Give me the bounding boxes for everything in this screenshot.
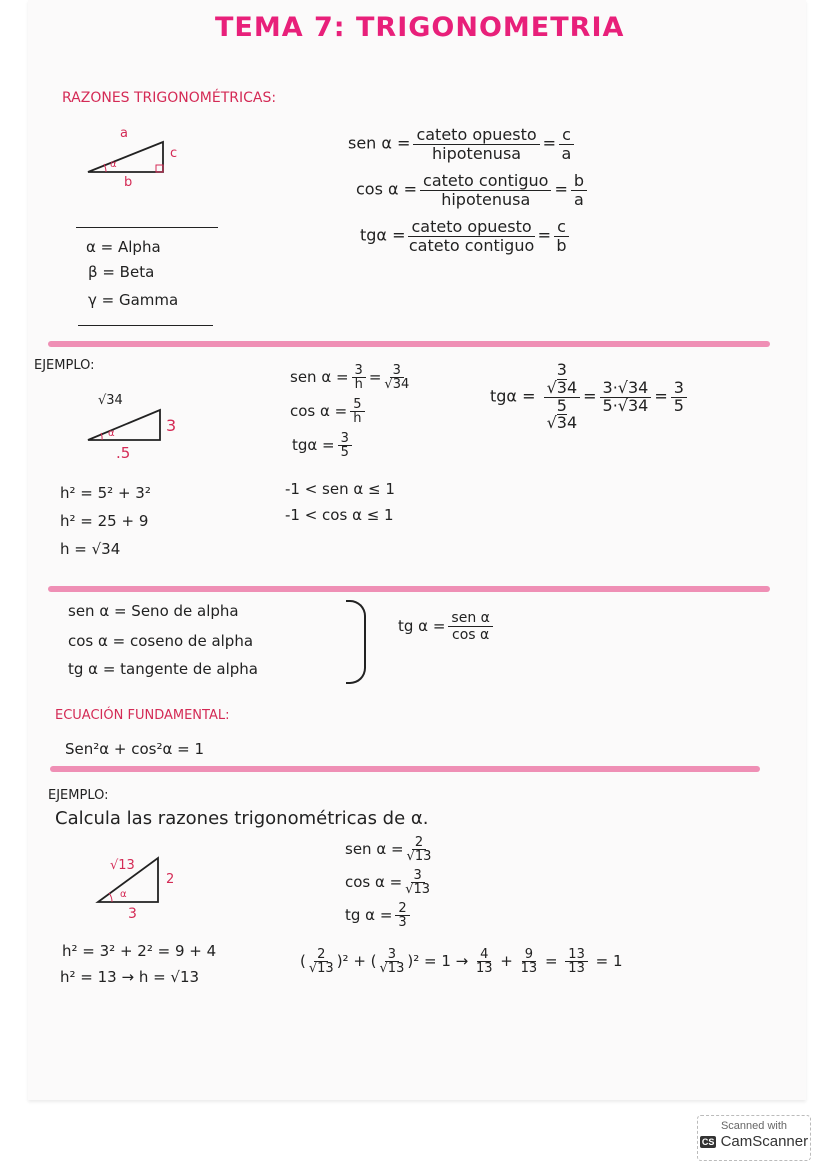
camscanner-logo-icon: CS <box>701 1137 715 1148</box>
exercise-statement: Calcula las razones trigonométricas de α. <box>55 808 429 829</box>
divider <box>78 325 213 326</box>
calc-line: h² = 25 + 9 <box>60 512 149 530</box>
calc-line: h² = 5² + 3² <box>60 484 151 502</box>
ej2-cos: cos α = $\frac{3}{√13}$ <box>345 868 431 897</box>
calc-line: h² = 13 → h = √13 <box>60 968 200 986</box>
ecuacion-formula: Sen²α + cos²α = 1 <box>65 740 205 758</box>
ecuacion-heading: ECUACIÓN FUNDAMENTAL: <box>55 708 230 723</box>
sen-definition: sen α = $\frac{\text{cateto opuesto}}{\text{hipotenusa}}$ = $\frac{c}{a}$ <box>348 126 577 162</box>
cos-definition: cos α = $\frac{\text{cateto contiguo}}{\text{hipotenusa}}$ = $\frac{b}{a}$ <box>356 172 590 208</box>
badge-caption: Scanned with <box>720 1120 788 1132</box>
divider <box>76 227 218 228</box>
ejemplo-heading: EJEMPLO: <box>48 788 109 803</box>
label-hyp: √13 <box>110 858 135 873</box>
triangle-diagram-2 <box>88 410 163 442</box>
greek-beta: β = Beta <box>88 263 155 281</box>
label-adj: .5 <box>116 444 131 462</box>
def-cos: cos α = coseno de alpha <box>68 632 254 650</box>
ej1-sen: sen α = $\frac{3}{h}$ = $\frac{3}{√34}$ <box>290 363 410 392</box>
brace <box>346 600 366 684</box>
identity-check: ( $\frac{2}{√13}$ )² + ( $\frac{3}{√13}$ )² = 1 → $\frac{4}{13}$ + $\frac{9}{13}$ = $\frac{13}{13}$ = 1 <box>300 947 623 976</box>
label-adj: 3 <box>128 906 137 922</box>
razones-heading: RAZONES TRIGONOMÉTRICAS: <box>62 90 277 106</box>
greek-alpha: α = Alpha <box>86 238 161 256</box>
ej2-tg: tg α = $\frac{2}{3}$ <box>345 902 413 929</box>
page-title: TEMA 7: TRIGONOMETRIA <box>215 12 625 43</box>
tg-quotient: tg α = $\frac{\text{sen α}}{\text{cos α}}$ <box>398 610 496 643</box>
def-tg: tg α = tangente de alpha <box>68 660 258 678</box>
def-sen: sen α = Seno de alpha <box>68 602 239 620</box>
ej1-tg: tgα = $\frac{3}{5}$ <box>292 432 355 459</box>
ej1-cos: cos α = $\frac{5}{h}$ <box>290 398 368 425</box>
ineq-cos: -1 < cos α ≤ 1 <box>285 506 394 524</box>
tg-definition: tgα = $\frac{\text{cateto opuesto}}{\text{cateto contiguo}}$ = $\frac{c}{b}$ <box>360 218 572 254</box>
camscanner-badge <box>697 1115 811 1161</box>
label-opp: 2 <box>166 872 175 887</box>
pink-separator <box>50 766 760 772</box>
ej2-sen: sen α = $\frac{2}{√13}$ <box>345 835 432 864</box>
label-angle: α <box>120 889 127 900</box>
ineq-sen: -1 < sen α ≤ 1 <box>285 480 395 498</box>
badge-brand: CamScanner <box>720 1133 809 1150</box>
pink-separator <box>48 586 770 592</box>
ej1-tg-derivation: tgα = 3 √34 5 √34 = $\frac{3\cdot√34}{5\cdot√34}$ = $\frac{3}{5}$ <box>490 362 690 432</box>
label-adj: b <box>124 175 133 190</box>
label-opp: c <box>170 146 178 161</box>
greek-gamma: γ = Gamma <box>88 291 179 309</box>
label-hyp: √34 <box>98 393 123 408</box>
label-angle: α <box>108 428 115 439</box>
ejemplo-heading: EJEMPLO: <box>34 358 95 373</box>
calc-line: h = √34 <box>60 540 121 558</box>
label-angle: α <box>110 159 117 170</box>
label-hyp: a <box>120 126 128 141</box>
pink-separator <box>48 341 770 347</box>
calc-line: h² = 3² + 2² = 9 + 4 <box>62 942 217 960</box>
label-opp: 3 <box>166 416 177 435</box>
